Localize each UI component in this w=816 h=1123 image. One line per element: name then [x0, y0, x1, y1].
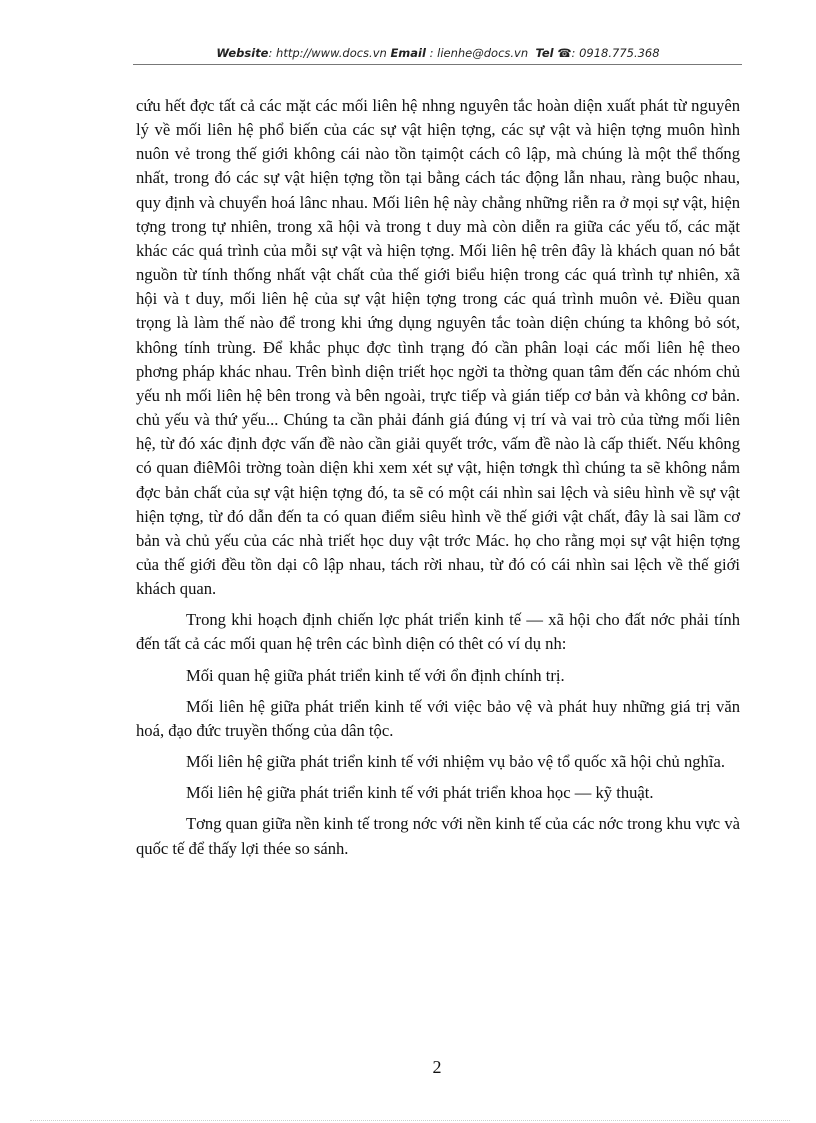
list-item: Tơng quan giữa nền kinh tế trong nớc với nền kinh tế của các nớc trong khu vực và quốc tế để thấy lợi thée so sánh.: [136, 814, 740, 858]
website-value: : http://www.docs.vn: [268, 46, 387, 60]
body-text: [136, 94, 740, 861]
list-item: Mối quan hệ giữa phát triển kinh tế với ổn định chính trị.: [186, 665, 565, 685]
tel-label: Tel: [535, 46, 554, 60]
footer-divider: [30, 1120, 790, 1121]
telephone-icon: ☎: [557, 46, 572, 60]
email-label: Email: [390, 46, 426, 60]
header-divider: [133, 64, 742, 65]
email-value: : lienhe@docs.vn: [425, 46, 529, 60]
website-label: Website: [216, 46, 269, 60]
list-item: Mối liên hệ giữa phát triển kinh tế với phát triển khoa học — kỹ thuật.: [186, 783, 654, 803]
paragraph-strategy: Trong khi hoạch định chiến lợc phát triển kinh tế — xã hội cho đất nớc phải tính đến tất cả các mối quan hệ trên các bình diện có thêt có ví dụ nh:: [136, 610, 740, 654]
page-number: 2: [432, 1057, 442, 1077]
list-item: Mối liên hệ giữa phát triển kinh tế với việc bảo vệ và phát huy những giá trị văn hoá, đạo đức truyền thống của dân tộc.: [136, 696, 740, 740]
page-header: [135, 46, 741, 60]
paragraph-main: cứu hết đợc tất cả các mặt các mối liên hệ nhng nguyên tắc hoàn diện xuất phát từ nguyên lý về mối liên hệ phổ biến của các sự vật hiện tợng, các sự vật và hiện tợng muôn hình nuôn vẻ trong thế giới không cái nào tồn tạimột cách cô lập, mà chúng là một thể thống nhất, trong đó các sự vật hiện tợng tồn tại bằng cách tác động lẫn nhau, ràng buộc nhau, quy định và chuyển hoá lânc nhau. Mối liên hệ này chẳng những riễn ra ở mọi sự vật, hiện tợng trong tự nhiên, trong xã hội và trong t duy mà còn diễn ra giữa các yếu tố, các mặt khác các quá trình của mỗi sự vật và hiện tợng. Mối liên hệ trên đây là khách quan nó bắt nguồn từ tính thống nhất vật chất của thế giới biểu hiện trong các quá trình tự nhiên, xã hội và t duy, mối liên hệ của sự vật hiện tợng trong các quá trình muôn vẻ. Điều quan trọng là làm thế nào để trong khi ứng dụng nguyên tắc toàn diện chúng ta không bỏ sót, không tính trùng. Để khắc phục đợc tình trạng đó cần phân loại các mối liên hệ theo phơng pháp khác nhau. Trên bình diện triết học ngời ta thờng quan tâm đến các nhóm chủ yếu nh mối liên hệ bên trong và bên ngoài, trực tiếp và gián tiếp cơ bản và không cơ bản. chủ yếu và thứ yếu... Chúng ta cần phải đánh giá đúng vị trí và vai trò của từng mối liên hệ, từ đó xác định đợc vấn đề nào cần giải quyết trớc, vấm đề nào là cấp thiết. Nếu không có quan điêMôi trờng toàn diện khi xem xét sự vật, hiện tơngk thì chúng ta sẽ không nắm đợc bản chất của sự vật hiện tợng đó, ta sẽ có một cái nhìn sai lệch và siêu hình về sự vật hiện tợng, từ đó dẫn đến ta có quan điểm siêu hình về thế giới vật chất, đây là sai lầm cơ bản và chủ yếu của các nhà triết học duy vật trớc Mác. họ cho rằng mọi sự vật hiện tợng của thế giới đều tồn dại cô lập nhau, tách rời nhau, từ đó có cái nhìn sai lệch về thế giới khách quan.: [136, 96, 740, 599]
list-item: Mối liên hệ giữa phát triển kinh tế với nhiệm vụ bảo vệ tổ quốc xã hội chủ nghĩa.: [186, 752, 725, 772]
tel-value: : 0918.775.368: [571, 46, 660, 60]
